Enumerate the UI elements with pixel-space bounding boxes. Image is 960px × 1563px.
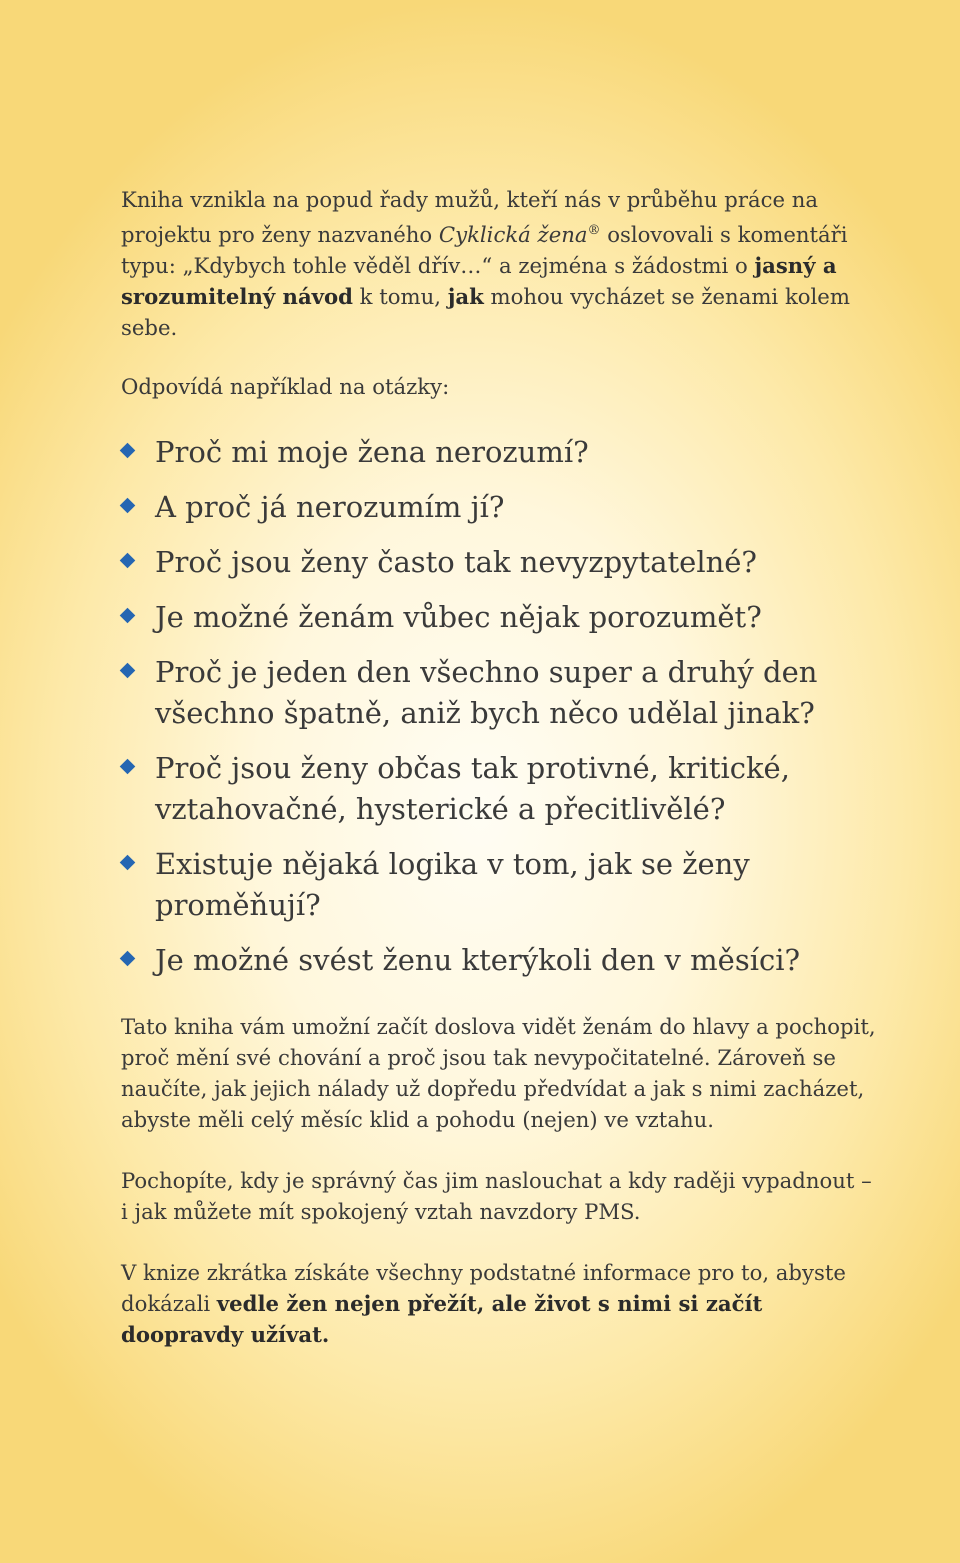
intro-bold-2: jak bbox=[447, 284, 484, 310]
diamond-bullet-icon bbox=[120, 663, 136, 679]
closing-paragraph bbox=[121, 1257, 881, 1350]
questions-list bbox=[121, 432, 881, 981]
question-text: Proč mi moje žena nerozumí? bbox=[155, 435, 589, 470]
question-text: A proč já nerozumím jí? bbox=[155, 490, 505, 525]
question-text: Je možné svést ženu kterýkoli den v měsíci? bbox=[155, 943, 801, 978]
question-text: Proč jsou ženy často tak nevyzpytatelné? bbox=[155, 545, 757, 580]
book-blurb bbox=[121, 184, 881, 1350]
question-text: Proč je jeden den všechno super a druhý den všechno špatně, aniž bych něco udělal jinak? bbox=[155, 655, 818, 731]
question-item bbox=[121, 597, 881, 638]
diamond-bullet-icon bbox=[120, 443, 136, 459]
intro-text-2: oslovovali s komentáři typu: „Kdybych tohle věděl dřív…“ a zejména s žádostmi o bbox=[121, 222, 848, 279]
intro-text-4: mohou vycházet se ženami kolem sebe. bbox=[121, 284, 850, 341]
question-item bbox=[121, 542, 881, 583]
question-item bbox=[121, 652, 881, 734]
question-item bbox=[121, 432, 881, 473]
diamond-bullet-icon bbox=[120, 759, 136, 775]
intro-text-1: Kniha vznikla na popud řady mužů, kteří nás v průběhu práce na projektu pro ženy nazvaného bbox=[121, 187, 819, 248]
questions-lead: Odpovídá například na otázky: bbox=[121, 374, 450, 400]
question-item bbox=[121, 844, 881, 926]
intro-bold-1: jasný a srozumitelný návod bbox=[121, 253, 837, 310]
question-text: Proč jsou ženy občas tak protivné, kritické, vztahovačné, hysterické a přecitlivělé? bbox=[155, 751, 790, 827]
intro-paragraph bbox=[121, 184, 881, 343]
diamond-bullet-icon bbox=[120, 608, 136, 624]
diamond-bullet-icon bbox=[120, 855, 136, 871]
intro-text-3: k tomu, bbox=[352, 284, 448, 310]
diamond-bullet-icon bbox=[120, 951, 136, 967]
question-item bbox=[121, 940, 881, 981]
diamond-bullet-icon bbox=[120, 498, 136, 514]
question-item bbox=[121, 748, 881, 830]
closing-bold: vedle žen nejen přežít, ale život s nimi si začít doopravdy užívat. bbox=[121, 1291, 763, 1348]
question-text: Je možné ženám vůbec nějak porozumět? bbox=[155, 600, 762, 635]
understanding-paragraph: Tato kniha vám umožní začít doslova vidět ženám do hlavy a pochopit, proč mění své chování a proč jsou tak nevypočitatelné. Zároveň se naučíte, jak jejich nálady už dopředu předvídat a jak s nimi zacházet, abyste měli celý měsíc klid a pohodu (nejen) ve vztahu. bbox=[121, 1014, 876, 1133]
registered-mark: ® bbox=[587, 223, 601, 238]
question-item bbox=[121, 487, 881, 528]
question-text: Existuje nějaká logika v tom, jak se ženy proměňují? bbox=[155, 847, 750, 923]
timing-paragraph: Pochopíte, kdy je správný čas jim naslouchat a kdy raději vypadnout – i jak můžete mít spokojený vztah navzdory PMS. bbox=[121, 1168, 872, 1225]
closing-text: V knize zkrátka získáte všechny podstatné informace pro to, abyste dokázali bbox=[121, 1260, 846, 1317]
diamond-bullet-icon bbox=[120, 553, 136, 569]
project-name: Cyklická žena bbox=[438, 222, 588, 248]
